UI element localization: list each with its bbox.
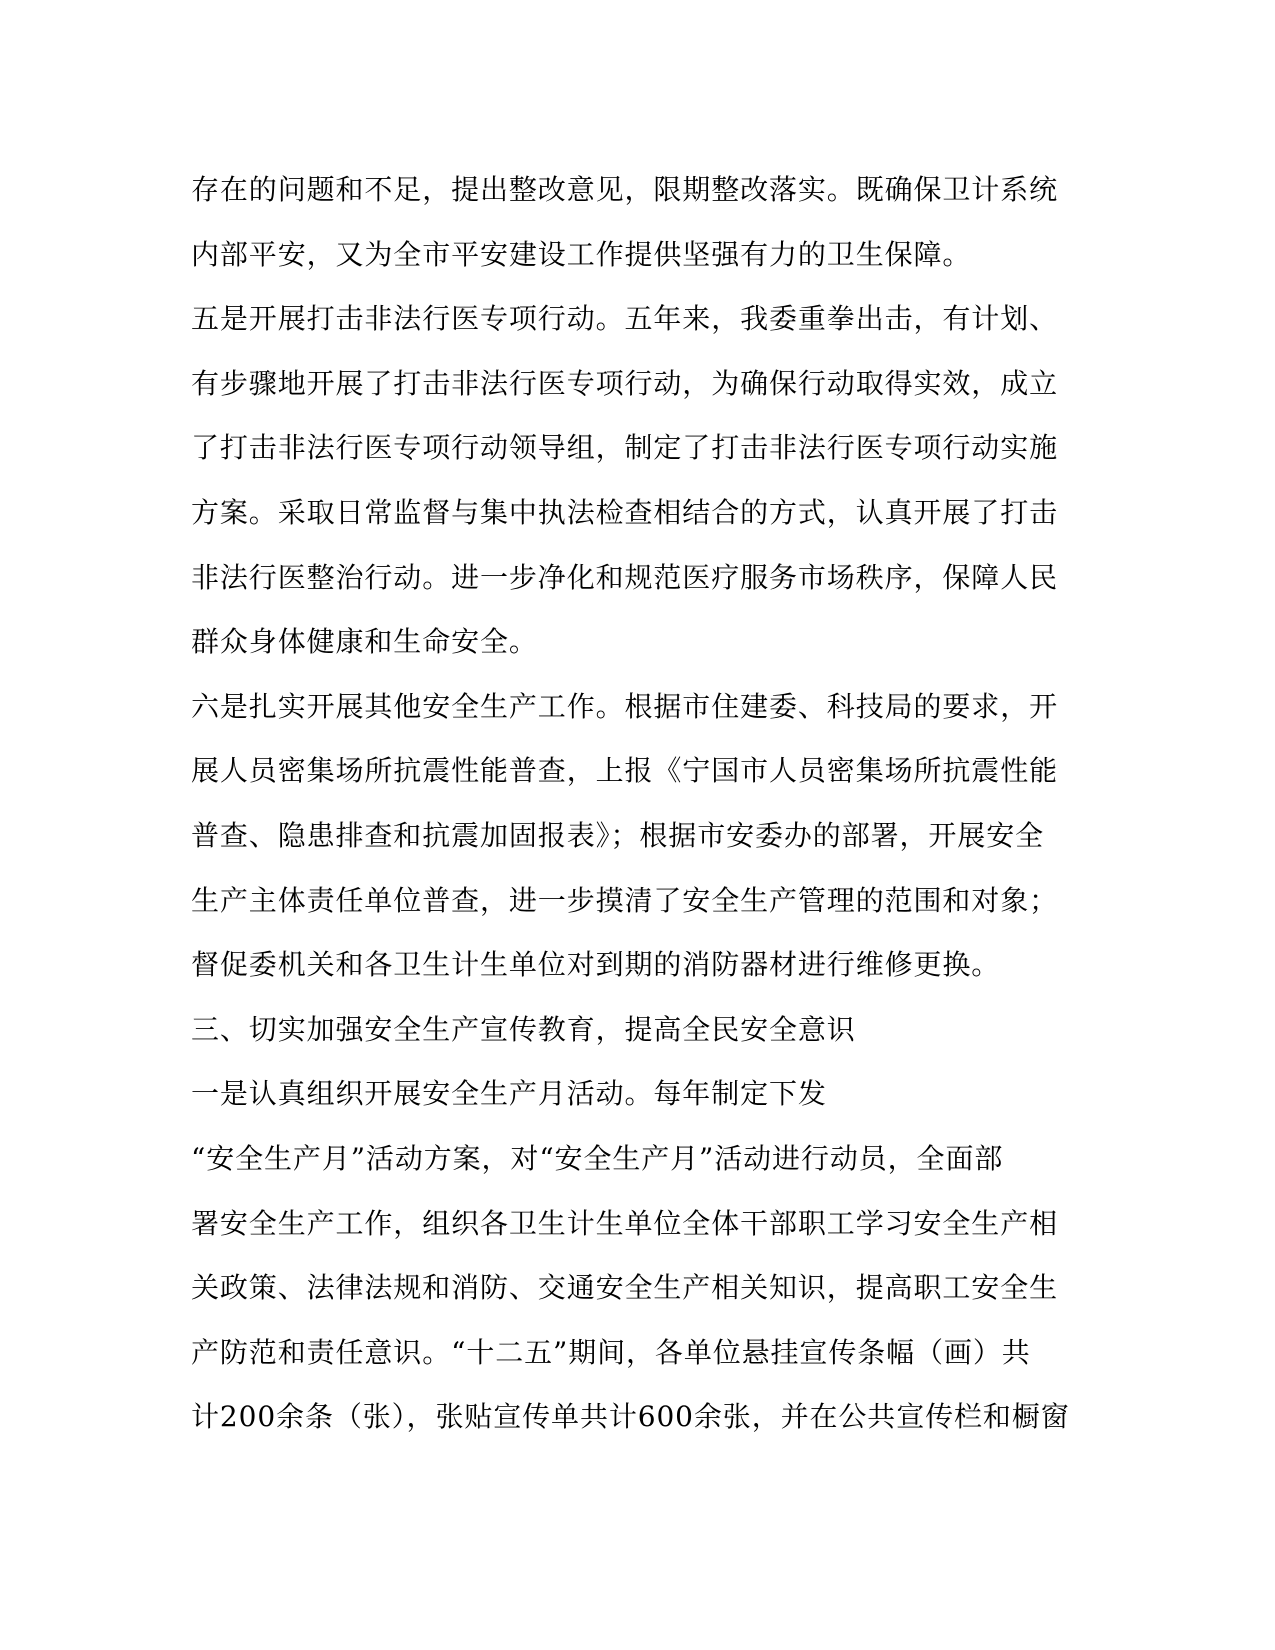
text-line: 计200余条（张），张贴宣传单共计600余张，并在公共宣传栏和橱窗 [191,1400,1070,1434]
text-line: 展人员密集场所抗震性能普查，上报《宁国市人员密集场所抗震性能 [191,754,1059,788]
text-line: 普查、隐患排查和抗震加固报表》；根据市安委办的部署，开展安全 [191,818,1045,852]
text-line: 六是扎实开展其他安全生产工作。根据市住建委、科技局的要求，开 [191,689,1059,723]
text-line: 内部平安，又为全市平安建设工作提供坚强有力的卫生保障。 [191,237,972,271]
text-line: 五是开展打击非法行医专项行动。五年来，我委重拳出击，有计划、 [191,302,1059,336]
text-line: 非法行医整治行动。进一步净化和规范医疗服务市场秩序，保障人民 [191,560,1059,594]
text-line: 了打击非法行医专项行动领导组，制定了打击非法行医专项行动实施 [191,431,1059,465]
text-line: 署安全生产工作，组织各卫生计生单位全体干部职工学习安全生产相 [191,1206,1059,1240]
text-line: 督促委机关和各卫生计生单位对到期的消防器材进行维修更换。 [191,948,1001,982]
text-line: 产防范和责任意识。“十二五”期间，各单位悬挂宣传条幅（画）共 [191,1335,1031,1369]
text-line: 群众身体健康和生命安全。 [191,625,538,659]
text-line: 有步骤地开展了打击非法行医专项行动，为确保行动取得实效，成立 [191,366,1059,400]
text-line: 关政策、法律法规和消防、交通安全生产相关知识，提高职工安全生 [191,1271,1059,1305]
text-line: 方案。采取日常监督与集中执法检查相结合的方式，认真开展了打击 [191,495,1059,529]
text-line: 存在的问题和不足，提出整改意见，限期整改落实。既确保卫计系统 [191,173,1059,206]
text-line: “安全生产月”活动方案，对“安全生产月”活动进行动员，全面部 [191,1141,1004,1175]
text-line: 生产主体责任单位普查，进一步摸清了安全生产管理的范围和对象； [191,883,1059,917]
section-heading: 三、切实加强安全生产宣传教育，提高全民安全意识 [191,1012,856,1046]
body-text [191,158,1071,1450]
text-line: 一是认真组织开展安全生产月活动。每年制定下发 [191,1077,827,1111]
